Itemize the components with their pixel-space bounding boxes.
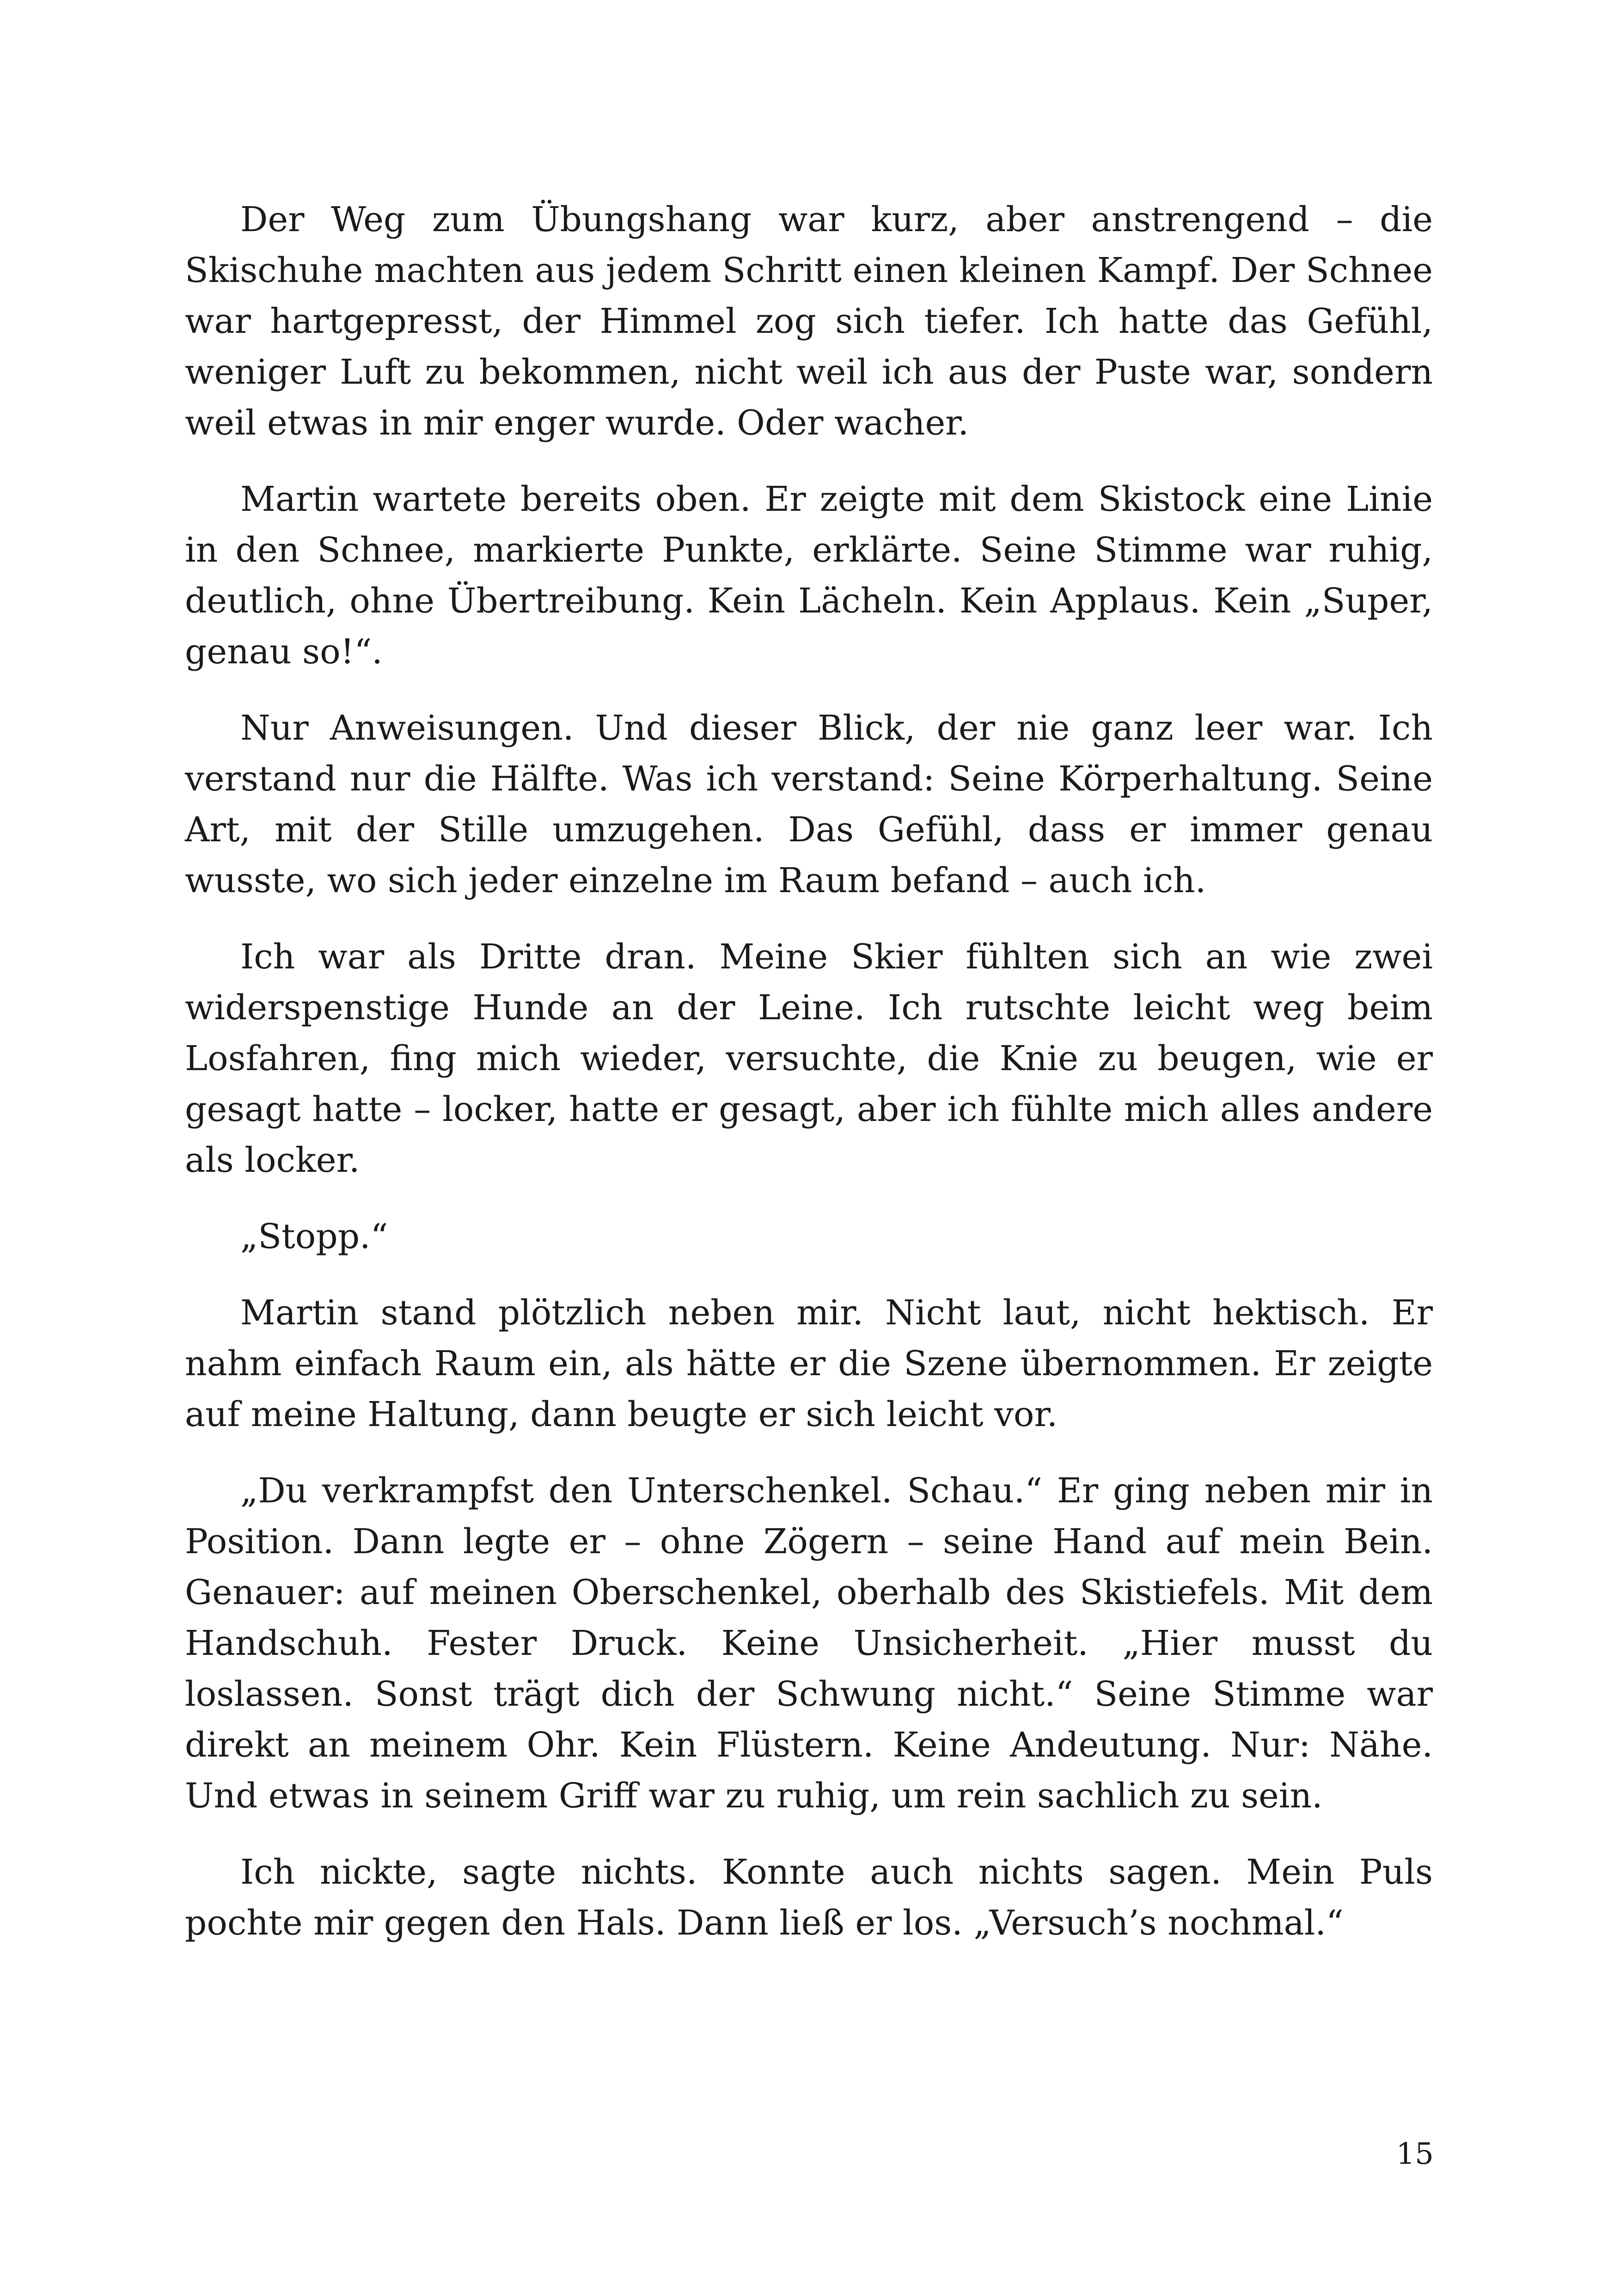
paragraph-7: „Du verkrampfst den Unterschenkel. Schau.“ Er ging neben mir in Position. Dann legte er – ohne Zögern – seine Hand auf mein Bein. Genauer: auf meinen Oberschenkel, oberhalb des Skistiefels. Mit dem Handschuh. Fester Druck. Keine Unsicherheit. „Hier musst du loslassen. Sonst trägt dich der Schwung nicht.“ Seine Stimme war direkt an meinem Ohr. Kein Flüstern. Keine Andeutung. Nur: Nähe. Und etwas in seinem Griff war zu ruhig, um rein sachlich zu sein. bbox=[185, 1471, 1433, 1816]
paragraph-1: Der Weg zum Übungshang war kurz, aber anstrengend – die Skischuhe machten aus jedem Schritt einen kleinen Kampf. Der Schnee war hartgepresst, der Himmel zog sich tiefer. Ich hatte das Gefühl, weniger Luft zu bekommen, nicht weil ich aus der Puste war, sondern weil etwas in mir enger wurde. Oder wacher. bbox=[185, 200, 1433, 443]
paragraph-6: Martin stand plötzlich neben mir. Nicht laut, nicht hektisch. Er nahm einfach Raum ein, als hätte er die Szene übernommen. Er zeigte auf meine Haltung, dann beugte er sich leicht vor. bbox=[185, 1293, 1433, 1434]
paragraph-8: Ich nickte, sagte nichts. Konnte auch nichts sagen. Mein Puls pochte mir gegen den Hals. Dann ließ er los. „Versuch’s nochmal.“ bbox=[185, 1852, 1433, 1943]
body-text bbox=[185, 194, 1433, 1974]
paragraph-5: „Stopp.“ bbox=[240, 1217, 388, 1256]
paragraph-3: Nur Anweisungen. Und dieser Blick, der nie ganz leer war. Ich verstand nur die Hälfte. Was ich verstand: Seine Körperhaltung. Seine Art, mit der Stille umzugehen. Das Gefühl, dass er immer genau wusste, wo sich jeder einzelne im Raum befand – auch ich. bbox=[185, 708, 1433, 900]
page-number: 15 bbox=[1396, 2137, 1434, 2171]
paragraph-2: Martin wartete bereits oben. Er zeigte mit dem Skistock eine Linie in den Schnee, markierte Punkte, erklärte. Seine Stimme war ruhig, deutlich, ohne Übertreibung. Kein Lächeln. Kein Applaus. Kein „Super, genau so!“. bbox=[185, 479, 1433, 672]
paragraph-4: Ich war als Dritte dran. Meine Skier fühlten sich an wie zwei widerspenstige Hunde an der Leine. Ich rutschte leicht weg beim Losfahren, fing mich wieder, versuchte, die Knie zu beugen, wie er gesagt hatte – locker, hatte er gesagt, aber ich fühlte mich alles andere als locker. bbox=[185, 937, 1433, 1180]
